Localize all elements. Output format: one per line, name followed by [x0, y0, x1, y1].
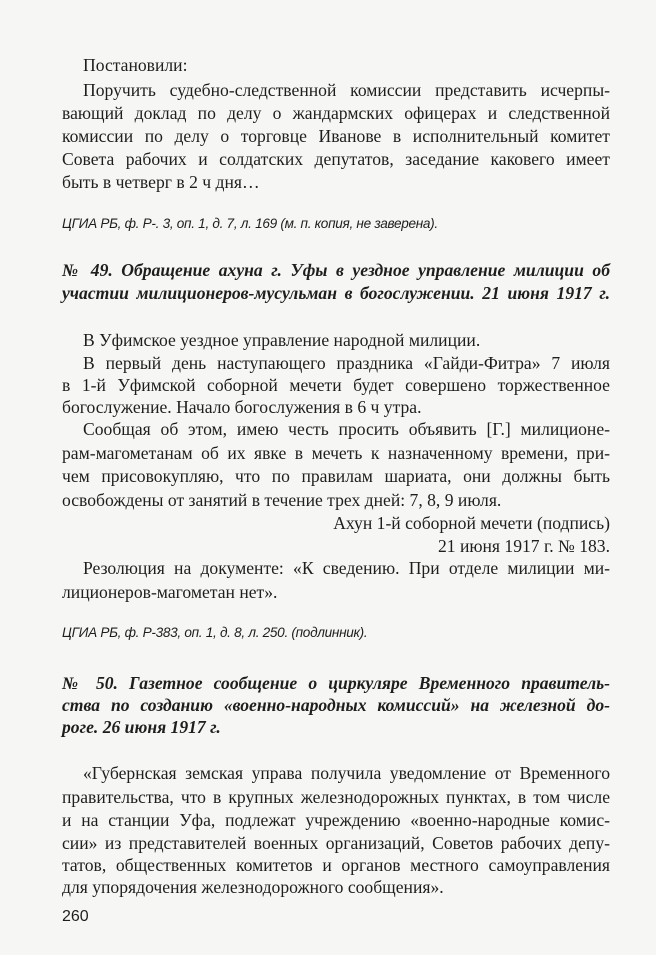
text-line: «Губернская земская управа получила уведомление от Временного — [83, 763, 610, 783]
date-line: 21 июня 1917 г. № 183. — [437, 536, 610, 556]
text-line: и на станции Уфа, подлежат учреждению «военно-народные комис- — [62, 810, 610, 830]
text-line: Постановили: — [83, 55, 188, 75]
archive-source: ЦГИА РБ, ф. Р-. 3, оп. 1, д. 7, л. 169 (м. п. копия, не заверена). — [62, 216, 438, 231]
document-heading: участии милиционеров-мусульман в богослужении. 21 июня 1917 г. — [62, 283, 610, 303]
text-line: комиссии по делу о торговце Иванове в исполнительный комитет — [62, 126, 610, 146]
text-line: сии» из представителей военных организаций, Советов рабочих депу- — [62, 833, 610, 853]
text-line: татов, общественных комитетов и органов местного самоуправления — [62, 855, 610, 875]
document-heading: ства по созданию «военно-народных комиссий» на железной до- — [62, 695, 610, 715]
text-line: рам-магометанам об их явке в мечеть к назначенному времени, при- — [62, 443, 610, 463]
text-line: освобождены от занятий в течение трех дней: 7, 8, 9 июля. — [62, 490, 502, 510]
signature-line: Ахун 1-й соборной мечети (подпись) — [333, 513, 610, 533]
text-line: чем присовокупляю, что по правилам шариата, они должны быть — [62, 466, 610, 486]
text-line: Сообщая об этом, имею честь просить объявить [Г.] милиционе- — [83, 419, 610, 439]
page-number: 260 — [62, 908, 89, 925]
text-line: В первый день наступающего праздника «Гайди-Фитра» 7 июля — [83, 353, 610, 373]
text-line: Резолюция на документе: «К сведению. При отделе милиции ми- — [83, 558, 610, 578]
text-line: правительства, что в крупных железнодорожных пунктах, в том числе — [62, 787, 610, 807]
archive-source: ЦГИА РБ, ф. Р-383, оп. 1, д. 8, л. 250. (подлинник). — [62, 625, 368, 640]
document-heading: роге. 26 июня 1917 г. — [62, 717, 221, 737]
text-line: вающий доклад по делу о жандармских офицерах и следственной — [62, 103, 610, 123]
text-line: Совета рабочих и солдатских депутатов, заседание каковего имеет — [62, 149, 610, 169]
document-heading: № 49. Обращение ахуна г. Уфы в уездное управление милиции об — [62, 260, 610, 280]
text-line: Поручить судебно-следственной комиссии представить исчерпы- — [83, 80, 610, 100]
text-line: быть в четверг в 2 ч дня… — [62, 172, 260, 192]
text-line: В Уфимское уездное управление народной милиции. — [83, 330, 481, 350]
text-line: лиционеров-магометан нет». — [62, 582, 278, 602]
text-line: богослужение. Начало богослужения в 6 ч утра. — [62, 397, 422, 417]
document-heading: № 50. Газетное сообщение о циркуляре Временного правитель- — [62, 673, 610, 693]
text-line: в 1-й Уфимской соборной мечети будет совершено торжественное — [62, 375, 610, 395]
text-line: для упорядочения железнодорожного сообщения». — [62, 877, 444, 897]
